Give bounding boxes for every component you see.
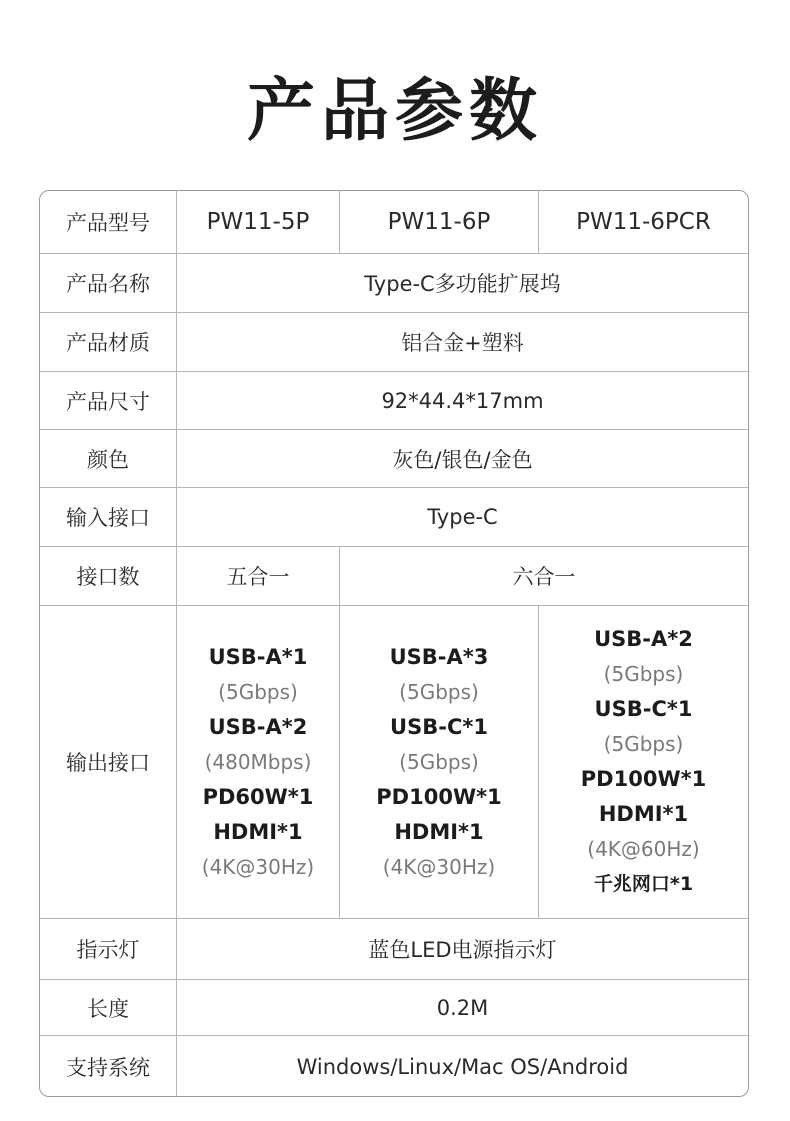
model-1: PW11-5P <box>177 191 340 253</box>
row-input <box>40 487 748 546</box>
value-six-in-one: 六合一 <box>512 565 576 589</box>
label-length: 长度 <box>40 980 177 1035</box>
output-column-1 <box>177 606 340 918</box>
spec-table <box>39 190 749 1097</box>
label-input: 输入接口 <box>40 488 177 546</box>
output-spec-line: PD60W*1 <box>202 784 314 809</box>
model-2: PW11-6P <box>340 191 539 253</box>
row-name <box>40 253 748 312</box>
row-output <box>40 605 748 918</box>
value-indicator: 蓝色LED电源指示灯 <box>368 938 557 962</box>
row-length <box>40 979 748 1035</box>
model-3: PW11-6PCR <box>576 209 711 235</box>
value-name: Type-C多功能扩展坞 <box>364 272 561 296</box>
output-spec-line: (480Mbps) <box>204 749 312 774</box>
output-spec-line: USB-A*2 <box>208 714 308 739</box>
output-spec-line: (4K@30Hz) <box>201 854 315 879</box>
output-spec-line: 千兆网口*1 <box>593 873 694 895</box>
row-model <box>40 191 748 253</box>
output-spec-line: HDMI*1 <box>213 819 303 844</box>
output-spec-line: HDMI*1 <box>598 802 689 826</box>
value-input: Type-C <box>427 505 498 529</box>
row-os <box>40 1035 748 1097</box>
value-length: 0.2M <box>436 995 489 1020</box>
output-spec-line: (4K@60Hz) <box>587 837 700 861</box>
page-title: 产品参数 <box>246 72 543 151</box>
value-material: 铝合金+塑料 <box>401 331 524 355</box>
label-port-count: 接口数 <box>40 547 177 605</box>
row-material <box>40 312 748 371</box>
row-indicator <box>40 918 748 979</box>
output-spec-line: (4K@30Hz) <box>382 854 496 879</box>
label-name: 产品名称 <box>40 254 177 312</box>
output-spec-line: USB-C*1 <box>594 697 693 721</box>
output-spec-line: PD100W*1 <box>376 784 502 809</box>
output-spec-line: (5Gbps) <box>399 679 479 704</box>
label-indicator: 指示灯 <box>40 919 177 979</box>
output-spec-line: USB-A*1 <box>208 644 308 669</box>
output-spec-line: USB-A*3 <box>389 644 489 669</box>
value-os: Windows/Linux/Mac OS/Android <box>296 1055 629 1079</box>
label-os: 支持系统 <box>40 1036 177 1097</box>
value-size: 92*44.4*17mm <box>381 388 544 413</box>
output-spec-line: USB-A*2 <box>594 627 693 651</box>
output-spec-line: HDMI*1 <box>394 819 484 844</box>
label-material: 产品材质 <box>40 313 177 371</box>
output-spec-line: USB-C*1 <box>390 714 488 739</box>
output-spec-line: (5Gbps) <box>603 732 684 756</box>
label-output: 输出接口 <box>40 606 177 918</box>
output-spec-line: (5Gbps) <box>399 749 479 774</box>
output-column-3 <box>539 606 748 918</box>
row-color <box>40 429 748 487</box>
output-spec-line: PD100W*1 <box>580 767 707 791</box>
value-color: 灰色/银色/金色 <box>392 447 533 472</box>
label-size: 产品尺寸 <box>40 372 177 429</box>
label-model: 产品型号 <box>40 191 177 253</box>
label-color: 颜色 <box>40 430 177 487</box>
row-port-count <box>40 546 748 605</box>
output-column-2 <box>340 606 539 918</box>
output-spec-line: (5Gbps) <box>603 662 684 686</box>
output-spec-line: (5Gbps) <box>218 679 298 704</box>
row-size <box>40 371 748 429</box>
value-five-in-one: 五合一 <box>177 547 340 605</box>
